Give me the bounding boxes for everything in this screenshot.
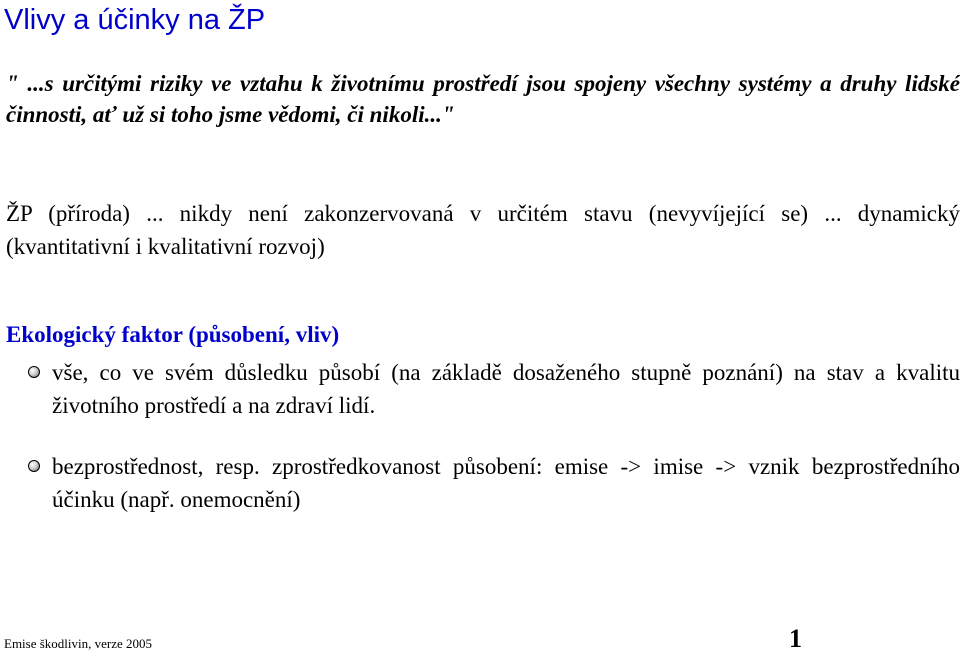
bullet-icon	[28, 460, 40, 472]
nature-paragraph: ŽP (příroda) ... nikdy není zakonzervovaná v určitém stavu (nevyvíjející se) ... dynamický (kvantitativní i kvalitativní rozvoj)	[6, 201, 960, 259]
bullet-item	[28, 356, 960, 422]
bullet-icon	[28, 366, 40, 378]
page-number: 1	[789, 624, 802, 653]
intro-quote: " ...s určitými riziky ve vztahu k životnímu prostředí jsou spojeny všechny systémy a druhy lidské činnosti, ať už si toho jsme vědomi, či nikoli..."	[6, 71, 960, 127]
footer-text: Emise škodlivin, verze 2005	[4, 636, 153, 651]
slide-title: Vlivy a účinky na ŽP	[4, 4, 266, 36]
section-heading: Ekologický faktor (působení, vliv)	[6, 322, 340, 347]
bullet-text: vše, co ve svém důsledku působí (na základě dosaženého stupně poznání) na stav a kvalitu životního prostředí a na zdraví lidí.	[52, 360, 960, 418]
bullet-text: bezprostřednost, resp. zprostředkovanost působení: emise -> imise -> vznik bezprostředního účinku (např. onemocnění)	[52, 454, 960, 512]
bullet-item	[28, 450, 960, 516]
